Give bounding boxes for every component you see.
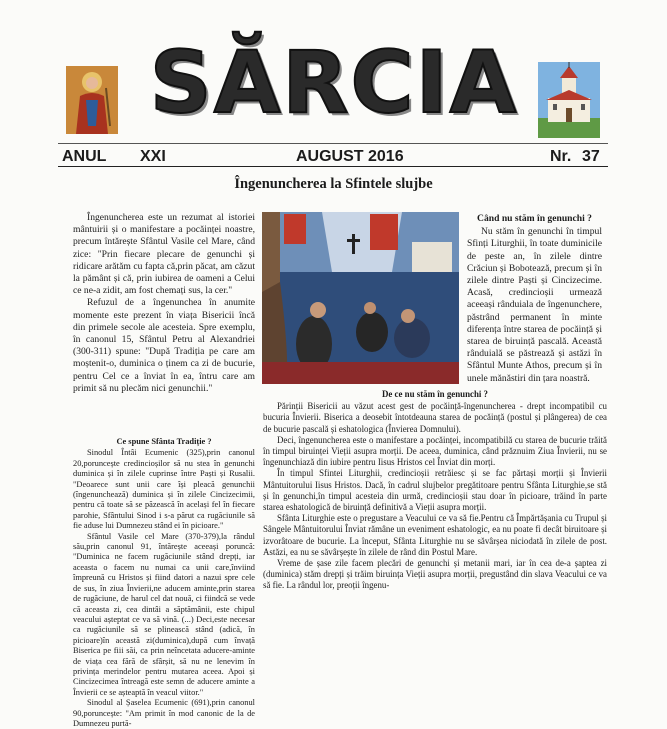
right-paragraph-5: Sfânta Liturghie este o pregustare a Veacului ce va să fie.Pentru că Împărtășania cu Trupul și Sângele Mântuitorului Înviat rămâne un eveniment eshatologic, ea nu poate fi decât biruitoare și izvorâtoare de bucurie. La început, Sfânta Liturghie nu se săvârșea niciodată în zilele de post. Astăzi, ea nu se săvârșește în zilele de rând din Postul Mare. <box>263 513 607 557</box>
right-paragraph-4: În timpul Sfintei Liturghii, credincioșii retrăiesc și se fac părtași morții și Învierii Mântuitorului Iisus Hristos. Dacă, în cadrul slujbelor pregătitoare pentru Sfânta Liturghie,se stă și în genunchi,în timpul acesteia din urmă, credincioșii stau doar în picioare, trăind în parte starea eshatologică de biruință definitivă a Vieții asupra morții. <box>263 468 607 513</box>
article-right-top-column <box>467 212 602 385</box>
article-left-column <box>73 212 255 395</box>
article-paragraph-5: Sinodul al Șaselea Ecumenic (691),prin canonul 90,poruncește: "Am primit în mod canonic de la de Dumnezeu purtă- <box>73 698 255 728</box>
article-intro-paragraph: Îngenuncherea este un rezumat al istoriei mântuirii și o manifestare a pocăinței noastre, precum întărește Sfântul Vasile cel Mare, când zice: "Prin fiecare plecare de genunchi și ridicare arătăm cu fapta că,prin păcat, am căzut la pământ și că, prin iubirea de oameni a Celui ce ne-a zidit, am fost chemați sus, la cer." <box>73 212 255 297</box>
right-paragraph-3: Deci, îngenuncherea este o manifestare a pocăinței, incompatibilă cu starea de bucurie trăită în timpul biruinței Vieții asupra morții. De aceea, duminica, când prăznuim Ziua Învierii, nu se îngenunchiază din iubire pentru Iisus Hristos cel Înviat din morți. <box>263 434 607 468</box>
church-interior-photo <box>262 212 459 384</box>
right-paragraph-1: Nu stăm în genunchi în timpul Sfinți Liturghii, în toate duminicile de peste an, în zilele dintre Crăciun și Bobotează, precum și în zilele dintre Paști și Cincizecime. Acasă, credincioșii urmează aceeași rânduiala de îngenunchere, păstrând permanent în minte diferența între starea de pocăință și starea de biruință pascală. Această rânduială se păstrează și astăzi în Sfântul Munte Athos, precum și în unele mănăstiri din țara noastră. <box>467 226 602 384</box>
article-paragraph-4: Sfântul Vasile cel Mare (370-379),la rândul său,prin canonul 91, întărește aceeași poruncă: "Duminica ne facem rugăciunile stând drepți, iar aceasta o facem nu numai ca unii care,înviind împreună cu Hristos și fiind datori a nazui spre cele de sus, în ziua Învierii,ne aducem aminte,prin starea de rugăciune, de harul cel dat nouă, ci fiindcă se vede că aceasta zi, cea dintâi a săptămânii, este chipul veacului așteptat ce va să vină. (...) Deci,este necesar ca rugăciunile să se plinească stând (adică, în picioare)în această zi(duminica),după cum învață Biserica pe fiii săi, ca prin neîncetata aducere-aminte de viața cea fără de sfârșit, să nu ne lenevim în privința merindelor pentru mutarea aceea. Apoi și Cincizecimea întreagă este semn de aducere aminte a Învierii ce se așteaptă în veacul viitor." <box>73 531 255 697</box>
right-paragraph-6: Vreme de șase zile facem plecări de genunchi și metanii mari, iar în cea de-a șaptea zi (duminica) stăm drepți și trăim biruința Vieții asupra morții, pregustând din slava Veacului ce va să fie. La rândul lor, preoții îngenu- <box>263 558 607 591</box>
article-headline: Îngenuncherea la Sfintele slujbe <box>234 176 433 192</box>
article-right-column <box>263 388 607 718</box>
section-heading-cand-nu: Când nu stăm în genunchi ? <box>477 213 592 224</box>
section-heading-de-ce: De ce nu stăm în genunchi ? <box>381 389 488 399</box>
masthead-rule <box>58 143 608 144</box>
section-heading-traditie: Ce spune Sfânta Tradiție ? <box>116 437 212 446</box>
saint-icon-image <box>66 66 118 134</box>
year-value: XXI <box>140 148 166 165</box>
issue-number: 37 <box>582 148 600 165</box>
issue-date: AUGUST 2016 <box>296 148 404 165</box>
article-left-lower <box>73 436 255 728</box>
year-label: ANUL <box>62 148 107 165</box>
masthead-title: SĂRCIA <box>149 33 519 133</box>
right-paragraph-2: Părinții Bisericii au văzut acest gest de pocăință-îngenuncherea - drept incompatibil cu bucuria Învierii. Biserica a deosebit întotdeauna starea de pocăință (postul și plângerea) de cea de bucurie pascală și eshatologica (Învierea Domnului). <box>263 401 607 434</box>
issue-info-bar <box>58 148 608 167</box>
article-paragraph-3: Sinodul Întâi Ecumenic (325),prin canonul 20,poruncește credincioșilor să nu stea în genunchi duminica și în zilele cuprinse între Paști și Rusalii. "Deoarece sunt unii care își pleacă genunchii (îngenunchează) duminica și în zilele Cincizecimii, pentru că toate să se păzească în același fel în fiecare parohie, Sfântului Sinod i s-a părut ca rugăciunile să fie aduse lui Dumnezeu stând ei în picioare." <box>73 448 255 531</box>
church-image <box>538 62 600 138</box>
article-paragraph-2: Refuzul de a îngenunchea în anumite momente este prezent în viața Bisericii încă din primele secole ale acesteia. Spre exemplu, în canonul 15, Sfântul Petru al Alexandriei (300-311) spune: "După Tradiția pe care am moștenit-o, duminica o ținem ca zi de bucurie, pentru Cel ce a înviat în ea, întru care am primit să nu plecăm nici genunchii." <box>73 297 255 394</box>
issue-number-label: Nr. <box>550 148 572 165</box>
